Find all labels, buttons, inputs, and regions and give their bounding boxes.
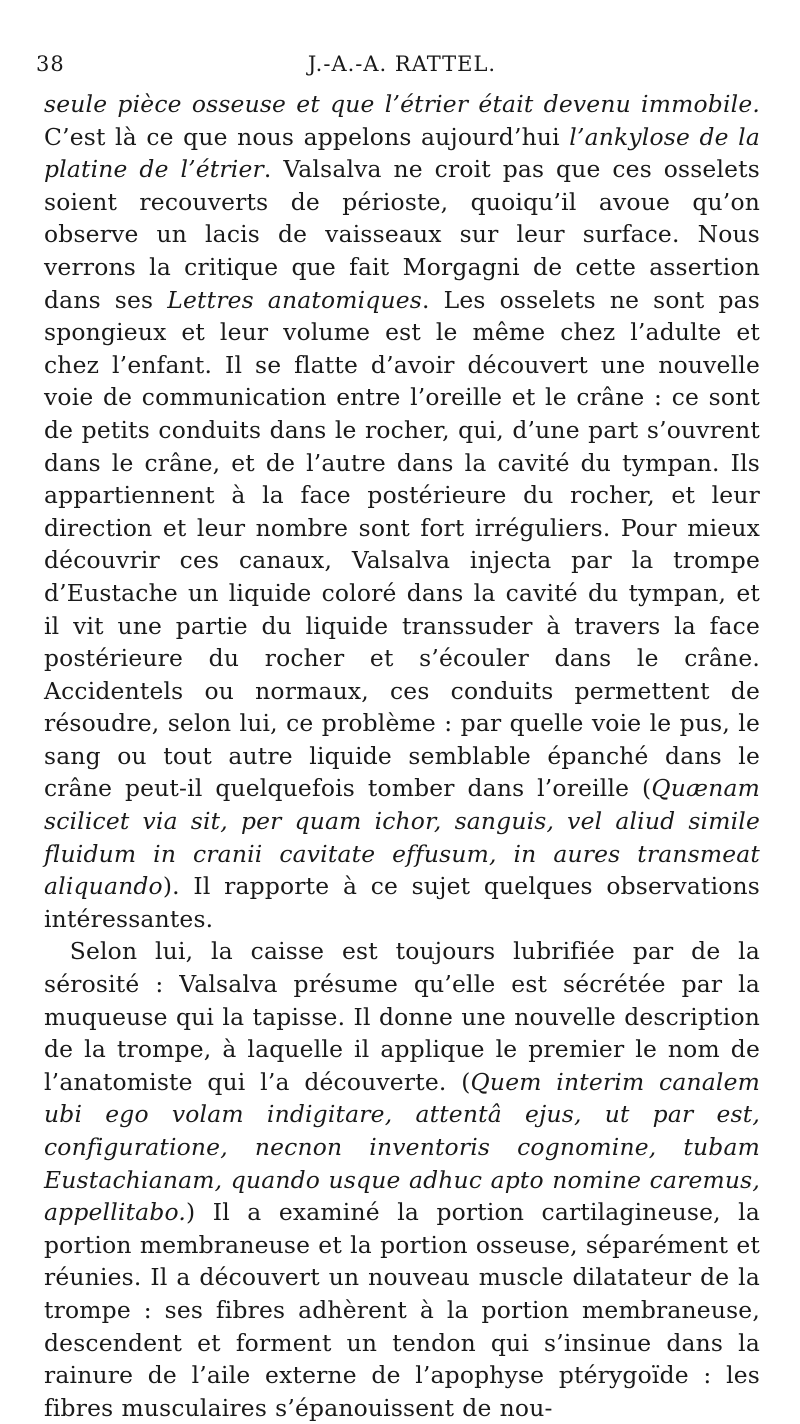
- body-text: [44, 88, 760, 1424]
- paragraph-1: [44, 88, 760, 935]
- text-run: . Valsalva ne croit pas que ces osselets soient recouverts de périoste, quoiqu’il avoue qu’on observe un lacis de vaisseaux sur leur surface. Nous verrons la critique que fait Morgagni de cette assertion dans ses: [44, 155, 760, 314]
- latin-quotation: Quænam scilicet via sit, per quam ichor, sanguis, vel aliud simile fluidum in cranii cavitate effusum, in aures transmeat aliquando: [44, 774, 760, 901]
- text-run: Selon lui, la caisse est toujours lubrifiée par de la sérosité : Valsalva présume qu’elle est sécrétée par la muqueuse qui la tapisse. Il donne une nouvelle description de la trompe, à laquelle il applique le premier le nom de l’anatomiste qui l’a découverte. (: [44, 937, 760, 1096]
- italic-phrase: seule pièce osseuse et que l’étrier était devenu immobile.: [44, 90, 760, 118]
- text-run: ). Il rapporte à ce sujet quelques observations intéressantes.: [44, 872, 760, 933]
- paragraph-2: [44, 935, 760, 1424]
- running-head: [36, 52, 760, 88]
- text-run: ) Il a examiné la portion cartilagineuse, la portion membraneuse et la portion osseuse, séparément et réunies. Il a découvert un nouveau muscle dilatateur de la trompe : ses fibres adhèrent à la portion membraneuse, descendent et forment un tendon qui s’insinue dans la rainure de l’aile externe de l’apophyse ptérygoïde : les fibres musculaires s’épanouissent de nou-: [44, 1198, 760, 1422]
- text-run: . Les osselets ne sont pas spongieux et leur volume est le même chez l’adulte et chez l’enfant. Il se flatte d’avoir découvert une nouvelle voie de communication entre l’oreille et le crâne : ce sont de petits conduits dans le rocher, qui, d’une part s’ouvrent dans le crâne, et de l’autre dans la cavité du tympan. Ils appartiennent à la face postérieure du rocher, et leur direction et leur nombre sont fort irréguliers. Pour mieux découvrir ces canaux, Valsalva injecta par la trompe d’Eustache un liquide coloré dans la cavité du tympan, et il vit une partie du liquide transsuder à travers la face postérieure du rocher et s’écouler dans le crâne. Accidentels ou normaux, ces conduits permettent de résoudre, selon lui, ce problème : par quelle voie le pus, le sang ou tout autre liquide semblable épanché dans le crâne peut-il quelquefois tomber dans l’oreille (: [44, 285, 760, 803]
- page-number: 38: [36, 52, 65, 76]
- italic-book-title: Lettres anatomiques: [167, 285, 422, 314]
- latin-quotation: Quem interim canalem ubi ego volam indigitare, attentâ ejus, ut par est, configuratione, necnon inventoris cognomine, tubam Eustachianam, quando usque adhuc apto nomine caremus, appellitabo.: [44, 1067, 760, 1227]
- running-head-author: J.-A.-A. RATTEL.: [307, 52, 497, 76]
- italic-phrase: l’ankylose de la platine de l’étrier: [44, 122, 760, 184]
- text-run: C’est là ce que nous appelons aujourd’hui: [44, 122, 570, 151]
